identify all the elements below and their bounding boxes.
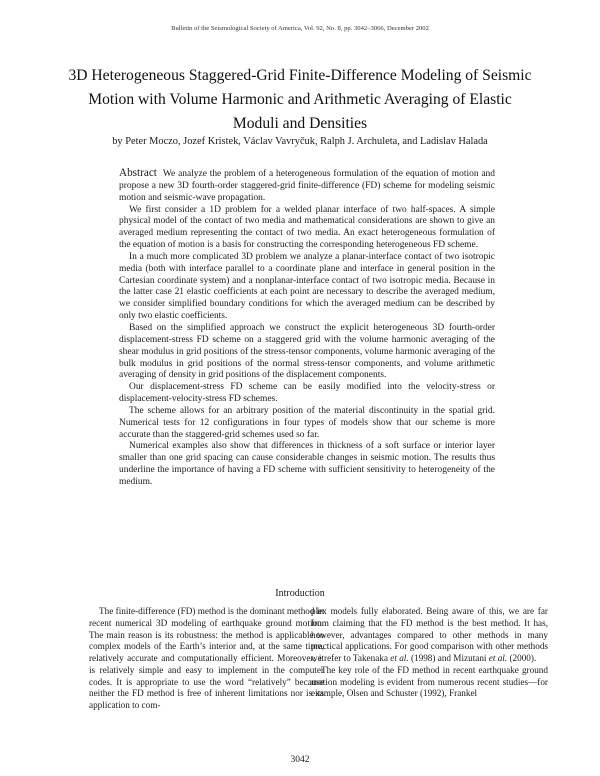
body-paragraph: The finite-difference (FD) method is the dominant method in recent numerical 3D modeling of earthquake ground motion. The main reason is its robustness: the method is applicable to complex models of the Earth’s interior and, at the same time, relatively accurate and computationally efficient. Moreover, it is relatively simple and easy to implement in the computer codes. It is appropriate to use the word “relatively” because neither the FD method is free of inherent limitations nor is its application to com- [89,606,324,710]
abstract-paragraph: In a much more complicated 3D problem we analyze a planar-interface contact of two isotropic media (both with interface parallel to a coordinate plane and interface in general position in the Cartesian coordinate system) and a nonplanar-interface contact of two isotropic media. Because in the latter case 21 elastic coefficients at each point are necessary to describe the averaged medium, we consider simplified boundary conditions for which the averaged medium can be described by only two elastic coefficients. [119,251,495,322]
abstract-label: Abstract [119,167,157,179]
citation-etal: et al. [488,653,508,663]
intro-right-column [311,606,548,700]
paper-title [40,64,560,136]
journal-header: Bulletin of the Seismological Society of America, Vol. 92, No. 8, pp. 3042–3066, December 2002 [171,25,429,32]
body-paragraph: The key role of the FD method in recent earthquake ground motion modeling is evident from numerous recent studies—for example, Olsen and Schuster (1992), Frankel [311,664,548,699]
body-text: (1998) and Mizutani [408,653,489,663]
abstract-paragraph: Numerical examples also show that differences in thickness of a soft surface or interior layer smaller than one grid spacing can cause considerable changes in seismic motion. The results thus underline the importance of having a FD scheme with sufficient sensitivity to heterogeneity of the medium. [119,441,495,487]
abstract-paragraph: We first consider a 1D problem for a welded planar interface of two half-spaces. A simple physical model of the contact of two media and mathematical considerations are shown to give an averaged medium representing the contact of two media. An exact heterogeneous formulation of the equation of motion is a basis for constructing the corresponding heterogeneous FD scheme. [119,204,495,251]
page-number: 3042 [290,755,310,765]
title-line: 3D Heterogeneous Staggered-Grid Finite-Difference Modeling of Seismic [68,67,532,84]
section-title-introduction: Introduction [275,588,325,599]
abstract-text: We analyze the problem of a heterogeneous formulation of the equation of motion and propose a new 3D fourth-order staggered-grid finite-difference (FD) scheme for modeling seismic motion and seismic-wave propagation. [119,169,495,203]
abstract-paragraph: Our displacement-stress FD scheme can be easily modified into the velocity-stress or displacement-velocity-stress FD schemes. [119,382,495,405]
body-paragraph [311,606,548,665]
body-text: plex models fully elaborated. Being aware of this, we are far from claiming that the FD method is the best method. It has, however, advantages compared to other methods in many practical applications. For good comparison with other methods we refer to Takenaka [311,606,548,663]
abstract-paragraph: Based on the simplified approach we construct the explicit heterogeneous 3D fourth-order displacement-stress FD scheme on a staggered grid with the volume harmonic averaging of the shear modulus in grid positions of the stress-tensor components, volume harmonic averaging of the bulk modulus in grid positions of the normal stress-tensor components, and volume arithmetic averaging of density in grid positions of the displacement components. [119,322,495,381]
body-text: (2000). [507,653,537,663]
citation-etal: et al. [390,653,409,663]
intro-left-column [89,606,324,712]
title-line: Motion with Volume Harmonic and Arithmetic Averaging of Elastic [88,91,512,108]
author-list: by Peter Moczo, Jozef Kristek, Václav Vavryčuk, Ralph J. Archuleta, and Ladislav Halada [112,136,488,147]
abstract [119,168,495,489]
abstract-paragraph [119,168,495,205]
title-line: Moduli and Densities [232,115,368,132]
abstract-paragraph: The scheme allows for an arbitrary position of the material discontinuity in the spatial grid. Numerical tests for 12 configurations in four types of models show that our scheme is more accurate than the staggered-grid schemes used so far. [119,405,495,440]
